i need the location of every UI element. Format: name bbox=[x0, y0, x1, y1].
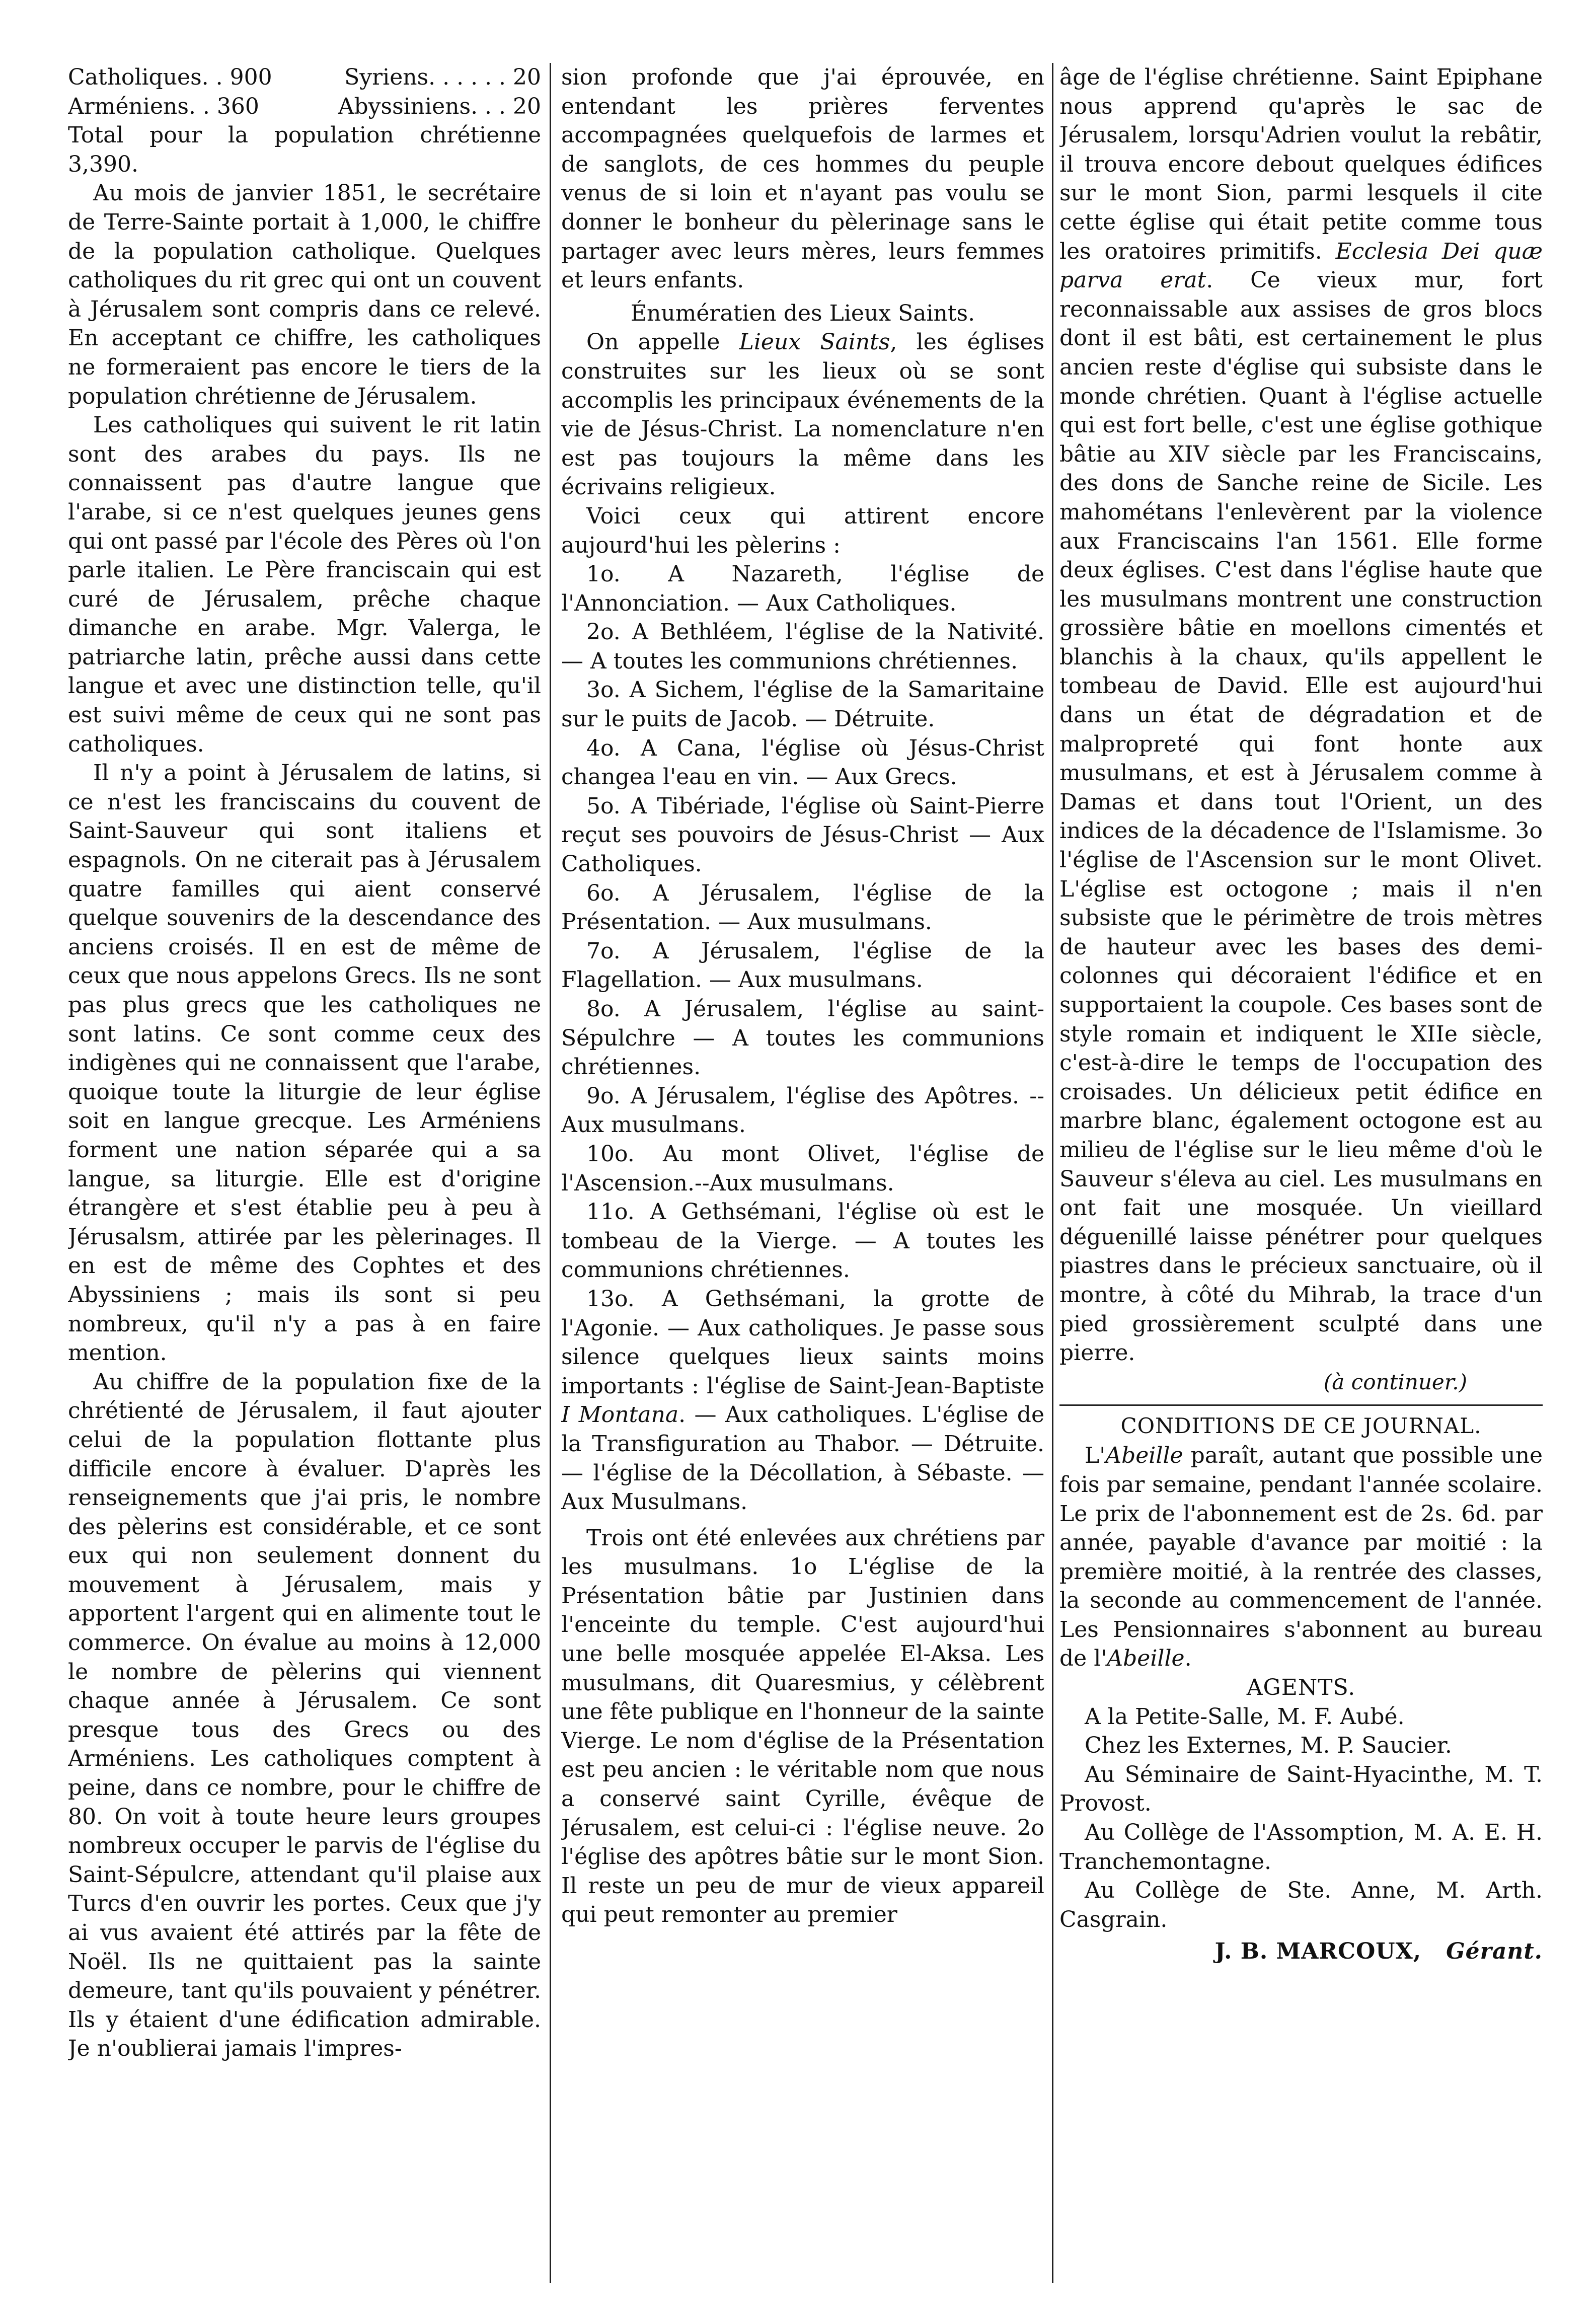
paragraph: Voici ceux qui attirent encore aujourd'hui les pèlerins : bbox=[561, 503, 1044, 558]
text-run: âge de l'église chrétienne. Saint Epiphane nous apprend qu'après le sac de Jérusalem, lorsqu'Adrien voulut la rebâtir, il trouva encore debout quelques édifices sur le mont Sion, parmi lesquels il cite cette église qui était petite comme tous les oratoires primitifs. bbox=[1059, 64, 1543, 264]
emphasis: Abeille bbox=[1105, 1443, 1183, 1469]
column-rule bbox=[1052, 63, 1053, 2283]
population-total: Total pour la population chrétienne 3,390. bbox=[68, 122, 541, 177]
continuation-note: (à continuer.) bbox=[1323, 1369, 1467, 1394]
paragraph: Les catholiques qui suivent le rit latin sont des arabes du pays. Ils ne connaissent pas d'autre langue que l'arabe, si ce n'est quelques jeunes gens qui ont passé par l'école des Pères où l'on parle italien. Le Père franciscain qui est curé de Jérusalem, prêche chaque dimanche en arabe. Mgr. Valerga, le patriarche latin, prêche aussi dans cette langue et avec une distinction telle, qu'il est suivi même de ceux qui ne sont pas catholiques. bbox=[68, 412, 541, 757]
population-table-row bbox=[68, 63, 541, 92]
list-item: 8o. A Jérusalem, l'église au saint-Sépulchre — A toutes les communions chrétiennes. bbox=[561, 996, 1044, 1080]
list-item: 6o. A Jérusalem, l'église de la Présentation. — Aux musulmans. bbox=[561, 880, 1044, 935]
text-run: 13o. A Gethsémani, la grotte de l'Agonie. — Aux catholiques. Je passe sous silence quelques lieux saints moins importants : l'église de Saint-Jean-Baptiste bbox=[561, 1286, 1044, 1399]
paragraph bbox=[1059, 63, 1543, 1368]
text-run: L' bbox=[1085, 1443, 1106, 1469]
text-run: . bbox=[1184, 1646, 1192, 1672]
agents-title: AGENTS. bbox=[1246, 1675, 1356, 1701]
text-run: paraît, autant que possible une fois par semaine, pendant l'année scolaire. Le prix de l'abonnement est de 2s. 6d. par année, payable d'avance par moitié : la première moitié, à la rentrée des classes, la seconde au commencement de l'année. Les Pensionnaires s'abonnent au bureau de l' bbox=[1059, 1443, 1543, 1672]
signature-title: Gérant. bbox=[1446, 1938, 1543, 1965]
section-divider bbox=[1059, 1404, 1543, 1406]
conditions-title: CONDITIONS DE CE JOURNAL. bbox=[1120, 1413, 1482, 1439]
list-item: 10o. Au mont Olivet, l'église de l'Ascension.--Aux musulmans. bbox=[561, 1141, 1044, 1196]
list-item bbox=[561, 1285, 1044, 1517]
text-run: On appelle bbox=[586, 329, 739, 355]
paragraph bbox=[561, 328, 1044, 502]
paragraph: Au chiffre de la population fixe de la chrétienté de Jérusalem, il faut ajouter celui de la population flottante plus difficile encore à évaluer. D'après les renseignements que j'ai pris, le nombre des pèlerins est considérable, et ce sont eux qui non seulement donnent du mouvement à Jérusalem, mais y apportent l'argent qui en alimente tout le commerce. On évalue au moins à 12,000 le nombre de pèlerins qui viennent chaque année à Jérusalem. Ce sont presque tous des Grecs ou des Arméniens. Les catholiques comptent à peine, dans ce nombre, pour le chiffre de 80. On voit à toute heure leurs groupes nombreux occuper le parvis de l'église du Saint-Sépulcre, attendant qu'il plaise aux Turcs d'en ouvrir les portes. Ceux que j'y ai vus avaient été attirés par la fête de Noël. Ils ne quittaient pas la sainte demeure, tant qu'ils pouvaient y pénétrer. Ils y étaient d'une édification admirable. Je n'oublierai jamais l'impres- bbox=[68, 1369, 541, 2062]
conditions-paragraph bbox=[1059, 1441, 1543, 1673]
population-table-row bbox=[68, 92, 541, 121]
list-item: 11o. A Gethsémani, l'église où est le tombeau de la Vierge. — A toutes les communions chrétiennes. bbox=[561, 1199, 1044, 1283]
paragraph: sion profonde que j'ai éprouvée, en entendant les prières ferventes accompagnées quelquefois de larmes et de sanglots, de ces hommes du peuple venus de si loin et n'ayant pas voulu se donner le bonheur du pèlerinage sans le partager avec leurs mères, leurs femmes et leurs enfants. bbox=[561, 64, 1044, 293]
list-item: 3o. A Sichem, l'église de la Samaritaine sur le puits de Jacob. — Détruite. bbox=[561, 677, 1044, 732]
paragraph: Au mois de janvier 1851, le secrétaire de Terre-Sainte portait à 1,000, le chiffre de la population catholique. Quelques catholiques du rit grec qui ont un couvent à Jérusalem sont compris dans ce relevé. En acceptant ce chiffre, les catholiques ne formeraient pas encore le tiers de la population chrétienne de Jérusalem. bbox=[68, 180, 541, 409]
agent-entry: Au Collège de Ste. Anne, M. Arth. Casgrain. bbox=[1059, 1878, 1543, 1932]
emphasis: Abeille bbox=[1107, 1646, 1185, 1672]
table-cell: Abyssiniens. . . 20 bbox=[338, 93, 541, 119]
agent-entry: Au Séminaire de Saint-Hyacinthe, M. T. Provost. bbox=[1059, 1761, 1543, 1817]
list-item: 2o. A Bethléem, l'église de la Nativité. — A toutes les communions chrétiennes. bbox=[561, 619, 1044, 674]
column-1 bbox=[68, 63, 541, 2298]
emphasis: Ecclesia Dei quæ parva erat bbox=[1059, 238, 1543, 293]
paragraph: Il n'y a point à Jérusalem de latins, si ce n'est les franciscains du couvent de Saint-Sauveur qui sont italiens et espagnols. On ne citerait pas à Jérusalem quatre familles qui aient conservé quelque souvenirs de la descendance des anciens croisés. Il en est de même de ceux que nous appelons Grecs. Ils ne sont pas plus grecs que les catholiques ne sont latins. Ce sont comme ceux des indigènes qui ne connaissent que l'arabe, quoique toute la liturgie de leur église soit en langue grecque. Les Arméniens forment une nation séparée qui a sa langue, sa liturgie. Elle est d'origine étrangère et s'est établie peu à peu à Jérusalsm, attirée par les pèlerinages. Il en est de même des Cophtes et des Abyssiniens ; mais ils sont si peu nombreux, qu'il n'y a pas à en faire mention. bbox=[68, 760, 541, 1366]
text-run: . — Aux catholiques. L'église de la Transfiguration au Thabor. — Détruite. — l'église de la Décollation, à Sébaste. — Aux Musulmans. bbox=[561, 1402, 1044, 1515]
column-3 bbox=[1059, 63, 1543, 2298]
column-rule bbox=[550, 63, 551, 2283]
signature bbox=[1059, 1934, 1543, 1969]
emphasis: I Montana bbox=[561, 1402, 679, 1428]
agent-entry: A la Petite-Salle, M. F. Aubé. bbox=[1085, 1703, 1405, 1730]
table-cell: Catholiques. . 900 bbox=[68, 64, 272, 90]
list-item: 5o. A Tibériade, l'église où Saint-Pierre reçut ses pouvoirs de Jésus-Christ — Aux Catholiques. bbox=[561, 793, 1044, 877]
section-heading: Énumératien des Lieux Saints. bbox=[630, 300, 975, 326]
emphasis: Lieux Saints bbox=[739, 329, 890, 355]
signature-name: J. B. MARCOUX, bbox=[1214, 1938, 1422, 1965]
text-run: . Ce vieux mur, fort reconnaissable aux assises de gros blocs dont il est bâti, est certainement le plus ancien reste d'église qui subsiste dans le monde chrétien. Quant à l'église actuelle qui est fort belle, c'est une église gothique bâtie au XIV siècle par les Franciscains, des dons de Sanche reine de Sicile. Les mahométans l'enlevèrent par la violence aux Franciscains l'an 1561. Elle forme deux églises. C'est dans l'église haute que les musulmans montrent une construction grossière bâtie en moellons cimentés et blanchis à la chaux, qu'ils appellent le tombeau de David. Elle est aujourd'hui dans un état de dégradation et de malpropreté qui font honte aux musulmans, et est à Jérusalem comme à Damas et dans tout l'Orient, un des indices de la décadence de l'Islamisme. 3o l'église de l'Ascension sur le mont Olivet. L'église est octogone ; mais il n'en subsiste que le périmètre de trois mètres de hauteur avec les bases des demi-colonnes qui décoraient l'édifice et en supportaient la coupole. Ces bases sont de style romain et indiquent le XIIe siècle, c'est-à-dire le temps de l'occupation des croisades. Un délicieux petit édifice en marbre blanc, également octogone est au milieu de l'église sur le lieu même d'où le Sauveur s'éleva au ciel. Les musulmans en ont fait une mosquée. Un vieillard déguenillé laisse pénétrer pour quelques piastres dans le précieux sanctuaire, où il montre, à côté du Mihrab, la trace d'un pied grossièrement sculpté dans une pierre. bbox=[1059, 267, 1543, 1366]
list-item: 7o. A Jérusalem, l'église de la Flagellation. — Aux musulmans. bbox=[561, 938, 1044, 993]
agent-entry: Chez les Externes, M. P. Saucier. bbox=[1085, 1733, 1452, 1759]
paragraph: Trois ont été enlevées aux chrétiens par les musulmans. 1o L'église de la Présentation bâtie par Justinien dans l'enceinte du temple. C'est aujourd'hui une belle mosquée appelée El-Aksa. Les musulmans, dit Quaresmius, y célèbrent une fête publique en l'honneur de la sainte Vierge. Le nom d'église de la Présentation est peu ancien : le véritable nom que nous a conservé saint Cyrille, évêque de Jérusalem, est celui-ci : l'église neuve. 2o l'église des apôtres bâtie sur le mont Sion. Il reste un peu de mur de vieux appareil qui peut remonter au premier bbox=[561, 1525, 1044, 1928]
agent-entry: Au Collège de l'Assomption, M. A. E. H. Tranchemontagne. bbox=[1059, 1820, 1543, 1875]
list-item: 4o. A Cana, l'église où Jésus-Christ changea l'eau en vin. — Aux Grecs. bbox=[561, 735, 1044, 790]
column-2 bbox=[561, 63, 1044, 2298]
table-cell: Syriens. . . . . . 20 bbox=[344, 64, 541, 90]
text-run: , les églises construites sur les lieux où se sont accomplis les principaux événements de la vie de Jésus-Christ. La nomenclature n'en est pas toujours la même dans les écrivains religieux. bbox=[561, 329, 1044, 500]
table-cell: Arméniens. . 360 bbox=[68, 93, 259, 119]
list-item: 9o. A Jérusalem, l'église des Apôtres. --Aux musulmans. bbox=[561, 1083, 1044, 1138]
list-item: 1o. A Nazareth, l'église de l'Annonciation. — Aux Catholiques. bbox=[561, 561, 1044, 616]
